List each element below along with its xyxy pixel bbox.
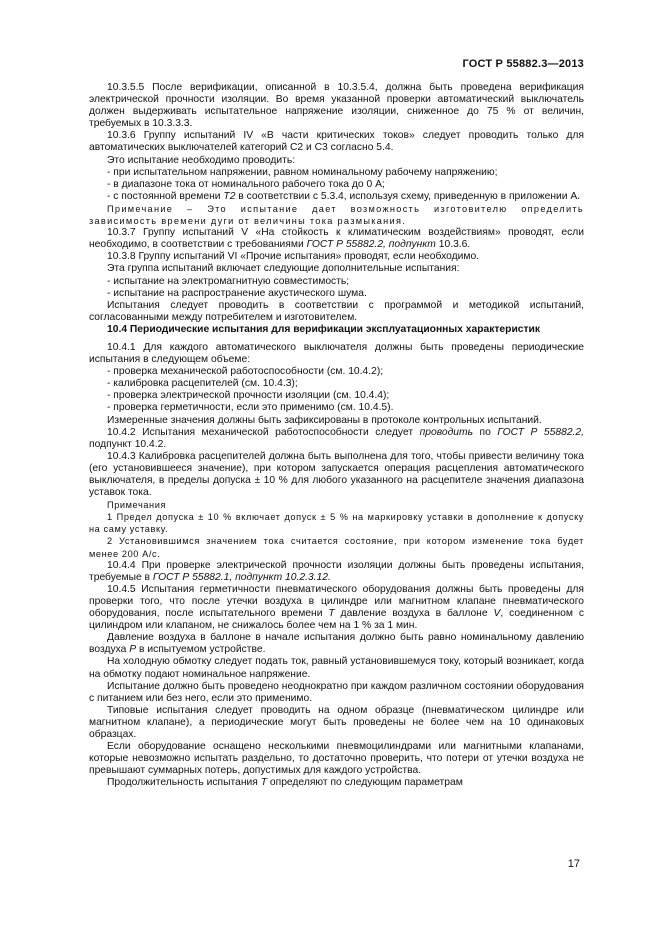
list-item: - с постоянной времени T2 в соответствии с 5.3.4, используя схему, приведенную в приложении А.	[107, 190, 581, 202]
note-arc-time: Примечание – Это испытание дает возможность изготовителю определить зависимость времени дуги от величины тока размыкания.	[89, 203, 584, 227]
list-item: - в диапазоне тока от номинального рабочего тока до 0 А;	[107, 178, 385, 190]
section-heading-10-4: 10.4 Периодические испытания для верификации эксплуатационных характеристик	[107, 323, 541, 335]
page-content	[89, 82, 584, 789]
paragraph-test-duration: Продолжительность испытания T определяют по следующим параметрам	[107, 777, 463, 789]
paragraph-10-3-5-5: 10.3.5.5 После верификации, описанной в 10.3.5.4, должна быть проведена верификация электрической прочности изоляции. Во время указанной проверки автоматический выключатель должен выдерживать испытательное напряжение изоляции, сниженное до 75 % от величин, требуемых в 10.3.3.3.	[89, 82, 584, 130]
paragraph-10-4-3: 10.4.3 Калибровка расцепителей должна быть выполнена для того, чтобы привести величину тока (его установившееся значение), при котором запускается операция расцепления автоматического выключателя, в пределы допуска ± 10 % для любого указанного на расцепителе значения диапазона уставок тока.	[89, 450, 584, 499]
notes-title: Примечания	[107, 500, 167, 511]
note-2: 2 Установившимся значением тока считается состояние, при котором изменение тока будет менее 200 А/с.	[89, 536, 584, 559]
paragraph-10-4-2: 10.4.2 Испытания механической работоспособности следует проводить по ГОСТ Р 55882.2, подпункт 10.4.2.	[89, 426, 584, 450]
paragraph-10-3-7: 10.3.7 Группу испытаний V «На стойкость к климатическим воздействиям» проводят, если необходимо, в соответствии с требованиями ГОСТ Р 55882.2, подпункт 10.3.6.	[89, 227, 584, 251]
list-item: - калибровка расцепителей (см. 10.4.3);	[107, 378, 298, 390]
paragraph-10-3-8: 10.3.8 Группу испытаний VI «Прочие испытания» проводят, если необходимо.	[107, 251, 480, 263]
list-item: - испытание на распространение акустического шума.	[107, 287, 367, 299]
page-number: 17	[567, 858, 580, 870]
list-item: - проверка герметичности, если это применимо (см. 10.4.5).	[107, 402, 394, 414]
standard-header: ГОСТ Р 55882.3—2013	[462, 58, 584, 70]
list-item: - испытание на электромагнитную совместимость;	[107, 275, 350, 287]
paragraph-10-3-6: 10.3.6 Группу испытаний IV «В части критических токов» следует проводить только для автоматических выключателей категорий С2 и С3 согласно 5.4.	[89, 130, 584, 154]
paragraph-10-4-4: 10.4.4 При проверке электрической прочности изоляции должны быть проведены испытания, требуемые в ГОСТ Р 55882.1, подпункт 10.2.3.12.	[89, 559, 584, 583]
paragraph-type-tests: Типовые испытания следует проводить на одном образце (пневматическом цилиндре или магнитном клапане), а периодические могут быть проведены не более чем на 10 одинаковых образцах.	[89, 704, 584, 740]
paragraph-10-4-1: 10.4.1 Для каждого автоматического выключателя должны быть проведены периодические испытания в следующем объеме:	[89, 341, 584, 366]
paragraph-measured-values: Измеренные значения должны быть зафиксированы в протоколе контрольных испытаний.	[107, 414, 542, 426]
paragraph-air-pressure: Давление воздуха в баллоне в начале испытания должно быть равно номинальному давлению воздуха P в испытуемом устройстве.	[89, 632, 584, 656]
list-item: - проверка электрической прочности изоляции (см. 10.4.4);	[107, 390, 390, 402]
paragraph-repeated-test: Испытание должно быть проведено неоднократно при каждом различном состоянии оборудования с питанием или без него, если это применимо.	[89, 680, 584, 704]
paragraph-10-4-5: 10.4.5 Испытания герметичности пневматического оборудования должны быть проведены для проверки того, что после утечки воздуха в цилиндре или магнитном клапане пневматического оборудования, после испытательного времени T давление воздуха в баллоне V, соединенном с цилиндром или клапаном, не снижалось более чем на 1 % за 1 мин.	[89, 583, 585, 632]
paragraph-test-required: Это испытание необходимо проводить:	[107, 154, 296, 166]
paragraph-additional-tests: Эта группа испытаний включает следующие дополнительные испытания:	[107, 263, 460, 275]
note-1: 1 Предел допуска ± 10 % включает допуск ± 5 % на маркировку уставки в дополнение к допуску на саму уставку.	[89, 512, 584, 535]
list-item: - проверка механической работоспособности (см. 10.4.2);	[107, 366, 384, 378]
paragraph-multiple-cylinders: Если оборудование оснащено несколькими пневмоцилиндрами или магнитными клапанами, которые невозможно испытать раздельно, то достаточно проверить, что потери от утечки воздуха не превышают суммарных потерь, допустимых для каждого устройства.	[89, 741, 584, 777]
paragraph-cold-winding: На холодную обмотку следует подать ток, равный установившемуся току, который возникает, когда на обмотку подают номинальное напряжение.	[89, 656, 584, 680]
paragraph-program: Испытания следует проводить в соответствии с программой и методикой испытаний, согласованными между потребителем и изготовителем.	[89, 299, 584, 323]
list-item: - при испытательном напряжении, равном номинальному рабочему напряжению;	[107, 166, 498, 178]
